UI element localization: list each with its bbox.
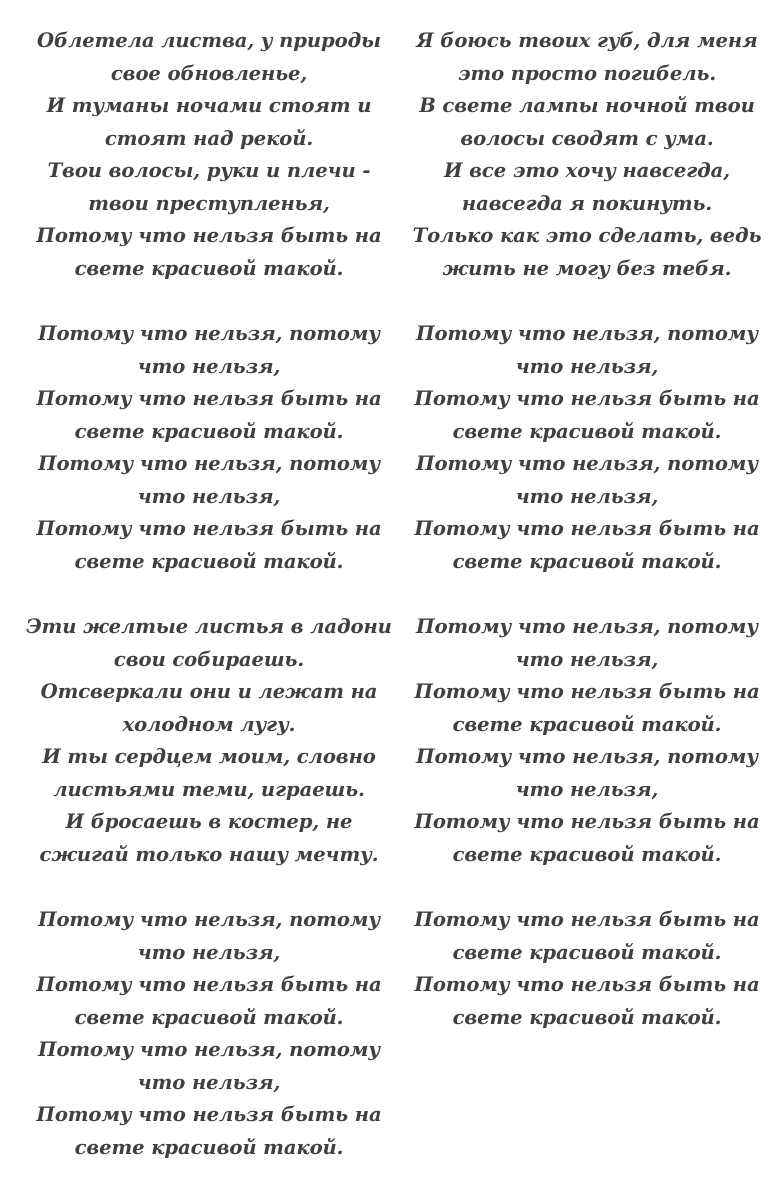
lyric-line: Потому что нельзя быть на свете красивой такой. <box>414 973 760 1029</box>
lyric-line: Потому что нельзя быть на свете красивой такой. <box>414 387 760 443</box>
lyric-line: Потому что нельзя быть на свете красивой такой. <box>36 387 382 443</box>
left-column <box>24 25 394 1197</box>
lyric-line: Потому что нельзя, потому что нельзя, <box>38 452 380 508</box>
lyric-line: Потому что нельзя быть на свете красивой такой. <box>36 973 382 1029</box>
lyric-line: Потому что нельзя быть на свете красивой такой. <box>414 517 760 573</box>
lyric-line: Я боюсь твоих губ, для меня это просто погибель. <box>416 29 758 85</box>
lyric-line: Эти желтые листья в ладони свои собираешь. <box>26 615 392 671</box>
stanza <box>402 611 772 871</box>
lyric-line: И туманы ночами стоят и стоят над рекой. <box>46 94 372 150</box>
lyric-line: Отсверкали они и лежат на холодном лугу. <box>40 680 378 736</box>
lyric-line: Облетела листва, у природы свое обновленье, <box>36 29 381 85</box>
lyric-line: Потому что нельзя, потому что нельзя, <box>416 452 758 508</box>
lyric-line: Только как это сделать, ведь жить не могу без тебя. <box>412 224 762 280</box>
stanza <box>402 318 772 578</box>
stanza <box>402 25 772 285</box>
lyric-line: Потому что нельзя, потому что нельзя, <box>416 322 758 378</box>
lyric-line: В свете лампы ночной твои волосы сводят с ума. <box>419 94 755 150</box>
stanza <box>402 904 772 1034</box>
lyric-line: Потому что нельзя, потому что нельзя, <box>38 322 380 378</box>
lyric-line: Потому что нельзя быть на свете красивой такой. <box>36 224 382 280</box>
lyric-line: И ты сердцем моим, словно листьями теми, играешь. <box>42 745 376 801</box>
lyric-line: Твои волосы, руки и плечи - твои преступленья, <box>47 159 371 215</box>
lyric-line: Потому что нельзя, потому что нельзя, <box>416 615 758 671</box>
lyric-line: И все это хочу навсегда, навсегда я покинуть. <box>444 159 730 215</box>
stanza <box>24 25 394 285</box>
stanza <box>24 318 394 578</box>
stanza <box>24 904 394 1164</box>
lyric-line: Потому что нельзя быть на свете красивой такой. <box>414 908 760 964</box>
lyric-line: Потому что нельзя, потому что нельзя, <box>38 908 380 964</box>
lyric-line: Потому что нельзя, потому что нельзя, <box>416 745 758 801</box>
lyric-line: Потому что нельзя быть на свете красивой такой. <box>36 1103 382 1159</box>
stanza <box>24 611 394 871</box>
lyric-line: Потому что нельзя быть на свете красивой такой. <box>414 680 760 736</box>
right-column <box>402 25 772 1067</box>
lyric-line: И бросаешь в костер, не сжигай только нашу мечту. <box>39 810 379 866</box>
lyric-line: Потому что нельзя, потому что нельзя, <box>38 1038 380 1094</box>
lyric-line: Потому что нельзя быть на свете красивой такой. <box>36 517 382 573</box>
lyric-line: Потому что нельзя быть на свете красивой такой. <box>414 810 760 866</box>
